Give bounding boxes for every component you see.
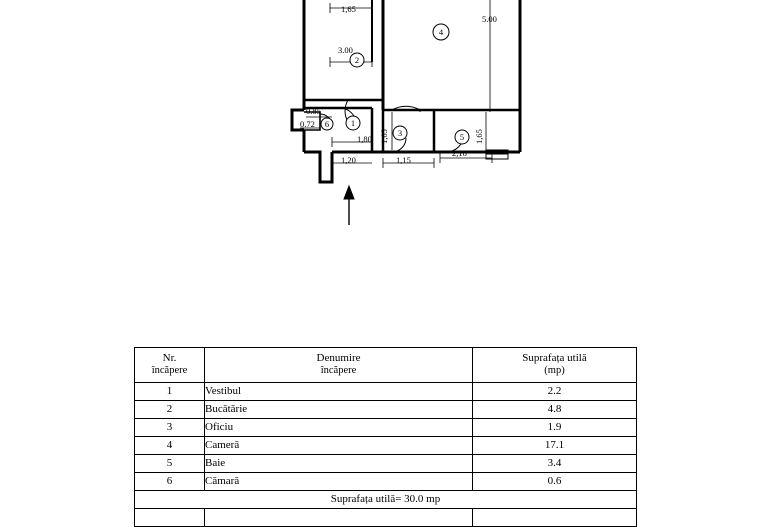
room-marker-4: 4	[438, 27, 444, 37]
dim-165-top: 1,65	[341, 4, 356, 14]
blank-cell-name	[205, 508, 473, 526]
row-name: Cămară	[205, 472, 473, 490]
dim-165-right: 1,65	[474, 129, 484, 144]
room-marker-5: 5	[459, 132, 465, 142]
row-nr: 3	[135, 418, 205, 436]
row-area: 1.9	[473, 418, 637, 436]
dim-500-right: 5.00	[482, 14, 497, 24]
header-nr-line2: încăpere	[151, 364, 188, 376]
row-name: Cameră	[205, 436, 473, 454]
room-marker-2: 2	[354, 55, 360, 65]
row-nr: 6	[135, 472, 205, 490]
row-area: 0.6	[473, 472, 637, 490]
table-blank-row	[135, 508, 637, 526]
dim-085: 0.85	[306, 106, 321, 116]
blank-cell-area	[473, 508, 637, 526]
row-area: 3.4	[473, 454, 637, 472]
header-denumire	[205, 348, 473, 383]
table-header-row	[135, 348, 637, 383]
room-marker-6: 6	[324, 119, 330, 129]
row-area: 2.2	[473, 382, 637, 400]
dim-300: 3.00	[338, 45, 353, 55]
table-row	[135, 472, 637, 490]
header-denumire-line1: Denumire	[316, 352, 361, 364]
table-header	[135, 348, 637, 383]
dim-115: 1,15	[396, 155, 411, 165]
row-nr: 4	[135, 436, 205, 454]
table-body	[135, 382, 637, 526]
row-name: Oficiu	[205, 418, 473, 436]
header-denumire-line2: încăpere	[320, 364, 357, 376]
header-nr	[135, 348, 205, 383]
dim-120: 1,20	[341, 155, 356, 165]
total-area-label: Suprafața utilă= 30.0 mp	[135, 490, 637, 508]
dim-180: 1,80	[357, 134, 372, 144]
room-markers	[321, 24, 469, 144]
row-nr: 5	[135, 454, 205, 472]
header-nr-line1: Nr.	[162, 352, 177, 364]
room-schedule-container	[134, 347, 636, 527]
room-marker-3: 3	[397, 128, 403, 138]
dim-072: 0.72	[300, 119, 315, 129]
header-suprafata-line1: Suprafața utilă	[522, 352, 587, 364]
row-name: Bucătărie	[205, 400, 473, 418]
table-row	[135, 436, 637, 454]
header-suprafata	[473, 348, 637, 383]
table-row	[135, 382, 637, 400]
table-row	[135, 454, 637, 472]
room-schedule-table	[134, 347, 637, 527]
entrance-arrow	[344, 186, 354, 225]
table-row	[135, 400, 637, 418]
row-nr: 2	[135, 400, 205, 418]
row-area: 17.1	[473, 436, 637, 454]
table-total-row	[135, 490, 637, 508]
row-name: Baie	[205, 454, 473, 472]
row-area: 4.8	[473, 400, 637, 418]
blank-cell-nr	[135, 508, 205, 526]
header-suprafata-line2: (mp)	[544, 364, 565, 376]
dim-218: 2,18	[452, 148, 467, 158]
table-row	[135, 418, 637, 436]
row-nr: 1	[135, 382, 205, 400]
room-marker-1: 1	[350, 118, 356, 128]
dim-165-mid: 1,65	[379, 129, 389, 144]
row-name: Vestibul	[205, 382, 473, 400]
